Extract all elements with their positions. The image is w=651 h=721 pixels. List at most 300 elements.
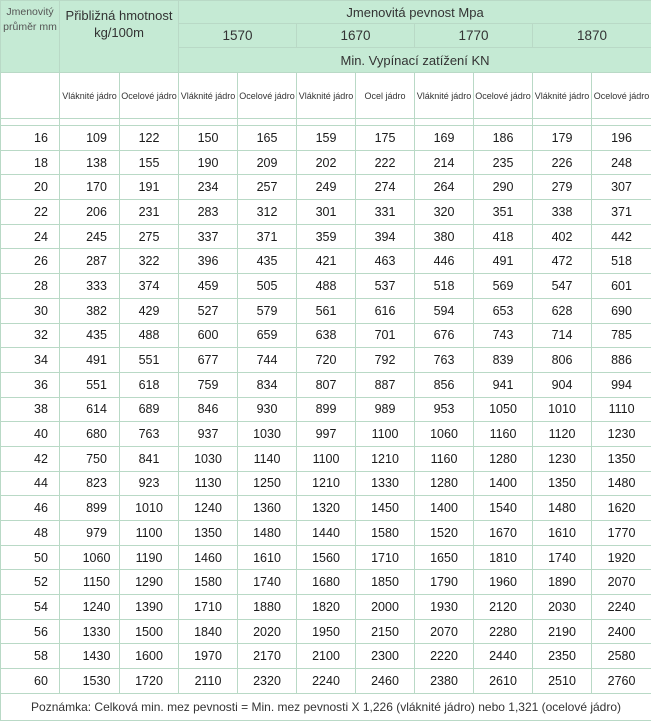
core-type-header: Vláknité jádro bbox=[533, 73, 592, 119]
value-cell: 1140 bbox=[238, 446, 297, 471]
value-cell: 301 bbox=[297, 200, 356, 225]
value-cell: 1720 bbox=[120, 669, 179, 694]
value-cell: 206 bbox=[60, 200, 120, 225]
value-cell: 279 bbox=[533, 175, 592, 200]
value-cell: 1520 bbox=[415, 521, 474, 546]
value-cell: 2610 bbox=[474, 669, 533, 694]
value-cell: 394 bbox=[356, 224, 415, 249]
value-cell: 1770 bbox=[592, 521, 651, 546]
value-cell: 2100 bbox=[297, 644, 356, 669]
value-cell: 518 bbox=[415, 274, 474, 299]
value-cell: 290 bbox=[474, 175, 533, 200]
value-cell: 1610 bbox=[238, 545, 297, 570]
value-cell: 459 bbox=[179, 274, 238, 299]
value-cell: 1240 bbox=[179, 496, 238, 521]
value-cell: 1600 bbox=[120, 644, 179, 669]
table-row bbox=[1, 224, 651, 249]
value-cell: 1030 bbox=[238, 422, 297, 447]
value-cell: 2760 bbox=[592, 669, 651, 694]
core-type-row bbox=[1, 73, 651, 119]
value-cell: 2020 bbox=[238, 619, 297, 644]
value-cell: 1970 bbox=[179, 644, 238, 669]
value-cell: 2070 bbox=[592, 570, 651, 595]
value-cell: 1390 bbox=[120, 595, 179, 620]
value-cell: 2030 bbox=[533, 595, 592, 620]
value-cell: 2110 bbox=[179, 669, 238, 694]
value-cell: 248 bbox=[592, 150, 651, 175]
value-cell: 491 bbox=[60, 348, 120, 373]
value-cell: 351 bbox=[474, 200, 533, 225]
value-cell: 1290 bbox=[120, 570, 179, 595]
value-cell: 472 bbox=[533, 249, 592, 274]
value-cell: 249 bbox=[297, 175, 356, 200]
table-row bbox=[1, 446, 651, 471]
value-cell: 1350 bbox=[592, 446, 651, 471]
table-row bbox=[1, 595, 651, 620]
table-row bbox=[1, 619, 651, 644]
value-cell: 2000 bbox=[356, 595, 415, 620]
value-cell: 435 bbox=[238, 249, 297, 274]
value-cell: 937 bbox=[179, 422, 238, 447]
value-cell: 505 bbox=[238, 274, 297, 299]
value-cell: 834 bbox=[238, 372, 297, 397]
value-cell: 1400 bbox=[474, 471, 533, 496]
diameter-cell: 52 bbox=[1, 570, 60, 595]
value-cell: 359 bbox=[297, 224, 356, 249]
core-type-header: Ocelové jádro bbox=[238, 73, 297, 119]
diameter-cell: 34 bbox=[1, 348, 60, 373]
value-cell: 690 bbox=[592, 298, 651, 323]
value-cell: 488 bbox=[297, 274, 356, 299]
value-cell: 759 bbox=[179, 372, 238, 397]
value-cell: 1350 bbox=[179, 521, 238, 546]
value-cell: 1030 bbox=[179, 446, 238, 471]
value-cell: 1500 bbox=[120, 619, 179, 644]
value-cell: 1810 bbox=[474, 545, 533, 570]
value-cell: 561 bbox=[297, 298, 356, 323]
value-cell: 887 bbox=[356, 372, 415, 397]
table-row bbox=[1, 372, 651, 397]
value-cell: 446 bbox=[415, 249, 474, 274]
value-cell: 2240 bbox=[297, 669, 356, 694]
core-type-header: Ocelové jádro bbox=[592, 73, 651, 119]
core-type-blank bbox=[1, 73, 60, 119]
strength-title: Jmenovitá pevnost Mpa bbox=[179, 1, 651, 24]
value-cell: 763 bbox=[120, 422, 179, 447]
value-cell: 1740 bbox=[238, 570, 297, 595]
value-cell: 196 bbox=[592, 126, 651, 151]
core-type-header: Ocelové jádro bbox=[120, 73, 179, 119]
diameter-cell: 26 bbox=[1, 249, 60, 274]
value-cell: 202 bbox=[297, 150, 356, 175]
footnote: Poznámka: Celková min. mez pevnosti = Min. mez pevnosti X 1,226 (vláknité jádro) nebo 1,321 (ocelové jádro) bbox=[1, 693, 651, 720]
value-cell: 175 bbox=[356, 126, 415, 151]
value-cell: 287 bbox=[60, 249, 120, 274]
diameter-cell: 48 bbox=[1, 521, 60, 546]
diameter-cell: 20 bbox=[1, 175, 60, 200]
value-cell: 2440 bbox=[474, 644, 533, 669]
value-cell: 1790 bbox=[415, 570, 474, 595]
value-cell: 1100 bbox=[356, 422, 415, 447]
value-cell: 628 bbox=[533, 298, 592, 323]
value-cell: 750 bbox=[60, 446, 120, 471]
value-cell: 653 bbox=[474, 298, 533, 323]
value-cell: 1280 bbox=[474, 446, 533, 471]
value-cell: 275 bbox=[120, 224, 179, 249]
value-cell: 1850 bbox=[356, 570, 415, 595]
diameter-cell: 36 bbox=[1, 372, 60, 397]
value-cell: 689 bbox=[120, 397, 179, 422]
value-cell: 953 bbox=[415, 397, 474, 422]
value-cell: 527 bbox=[179, 298, 238, 323]
diameter-cell: 44 bbox=[1, 471, 60, 496]
table-row bbox=[1, 150, 651, 175]
table-row bbox=[1, 249, 651, 274]
value-cell: 1440 bbox=[297, 521, 356, 546]
value-cell: 1230 bbox=[592, 422, 651, 447]
value-cell: 744 bbox=[238, 348, 297, 373]
value-cell: 165 bbox=[238, 126, 297, 151]
value-cell: 1060 bbox=[60, 545, 120, 570]
value-cell: 1010 bbox=[120, 496, 179, 521]
value-cell: 701 bbox=[356, 323, 415, 348]
value-cell: 1130 bbox=[179, 471, 238, 496]
value-cell: 2240 bbox=[592, 595, 651, 620]
value-cell: 551 bbox=[60, 372, 120, 397]
value-cell: 2320 bbox=[238, 669, 297, 694]
value-cell: 899 bbox=[297, 397, 356, 422]
value-cell: 923 bbox=[120, 471, 179, 496]
value-cell: 1610 bbox=[533, 521, 592, 546]
value-cell: 1160 bbox=[415, 446, 474, 471]
value-cell: 720 bbox=[297, 348, 356, 373]
value-cell: 1120 bbox=[533, 422, 592, 447]
diameter-cell: 22 bbox=[1, 200, 60, 225]
value-cell: 680 bbox=[60, 422, 120, 447]
value-cell: 1540 bbox=[474, 496, 533, 521]
value-cell: 1190 bbox=[120, 545, 179, 570]
value-cell: 322 bbox=[120, 249, 179, 274]
value-cell: 1160 bbox=[474, 422, 533, 447]
value-cell: 1670 bbox=[474, 521, 533, 546]
value-cell: 463 bbox=[356, 249, 415, 274]
core-type-header: Vláknité jádro bbox=[415, 73, 474, 119]
value-cell: 1560 bbox=[297, 545, 356, 570]
core-type-header: Ocel jádro bbox=[356, 73, 415, 119]
table-row bbox=[1, 471, 651, 496]
value-cell: 1650 bbox=[415, 545, 474, 570]
diameter-cell: 40 bbox=[1, 422, 60, 447]
value-cell: 1530 bbox=[60, 669, 120, 694]
strength-1670: 1670 bbox=[297, 24, 415, 48]
diameter-label-line2: průměr mm bbox=[3, 21, 57, 33]
value-cell: 1250 bbox=[238, 471, 297, 496]
value-cell: 380 bbox=[415, 224, 474, 249]
value-cell: 2190 bbox=[533, 619, 592, 644]
value-cell: 1710 bbox=[356, 545, 415, 570]
value-cell: 1100 bbox=[120, 521, 179, 546]
value-cell: 2350 bbox=[533, 644, 592, 669]
value-cell: 418 bbox=[474, 224, 533, 249]
value-cell: 396 bbox=[179, 249, 238, 274]
table-row bbox=[1, 323, 651, 348]
value-cell: 435 bbox=[60, 323, 120, 348]
table-row bbox=[1, 644, 651, 669]
value-cell: 320 bbox=[415, 200, 474, 225]
table-row bbox=[1, 200, 651, 225]
table-row bbox=[1, 274, 651, 299]
diameter-cell: 24 bbox=[1, 224, 60, 249]
value-cell: 601 bbox=[592, 274, 651, 299]
value-cell: 1930 bbox=[415, 595, 474, 620]
value-cell: 1820 bbox=[297, 595, 356, 620]
value-cell: 338 bbox=[533, 200, 592, 225]
value-cell: 2280 bbox=[474, 619, 533, 644]
value-cell: 714 bbox=[533, 323, 592, 348]
mass-label-line1: Přibližná hmotnost bbox=[66, 8, 173, 23]
value-cell: 122 bbox=[120, 126, 179, 151]
value-cell: 846 bbox=[179, 397, 238, 422]
value-cell: 2510 bbox=[533, 669, 592, 694]
value-cell: 1280 bbox=[415, 471, 474, 496]
value-cell: 169 bbox=[415, 126, 474, 151]
value-cell: 979 bbox=[60, 521, 120, 546]
core-type-header: Ocelové jádro bbox=[474, 73, 533, 119]
diameter-cell: 38 bbox=[1, 397, 60, 422]
value-cell: 579 bbox=[238, 298, 297, 323]
value-cell: 1710 bbox=[179, 595, 238, 620]
diameter-cell: 30 bbox=[1, 298, 60, 323]
value-cell: 1880 bbox=[238, 595, 297, 620]
value-cell: 138 bbox=[60, 150, 120, 175]
value-cell: 222 bbox=[356, 150, 415, 175]
diameter-header bbox=[1, 1, 60, 73]
value-cell: 226 bbox=[533, 150, 592, 175]
diameter-cell: 42 bbox=[1, 446, 60, 471]
value-cell: 1920 bbox=[592, 545, 651, 570]
value-cell: 569 bbox=[474, 274, 533, 299]
value-cell: 1890 bbox=[533, 570, 592, 595]
value-cell: 2380 bbox=[415, 669, 474, 694]
value-cell: 2070 bbox=[415, 619, 474, 644]
value-cell: 214 bbox=[415, 150, 474, 175]
diameter-cell: 50 bbox=[1, 545, 60, 570]
value-cell: 1580 bbox=[356, 521, 415, 546]
value-cell: 2120 bbox=[474, 595, 533, 620]
value-cell: 312 bbox=[238, 200, 297, 225]
value-cell: 551 bbox=[120, 348, 179, 373]
value-cell: 1320 bbox=[297, 496, 356, 521]
diameter-cell: 18 bbox=[1, 150, 60, 175]
value-cell: 331 bbox=[356, 200, 415, 225]
value-cell: 1480 bbox=[592, 471, 651, 496]
value-cell: 1210 bbox=[297, 471, 356, 496]
value-cell: 1740 bbox=[533, 545, 592, 570]
value-cell: 743 bbox=[474, 323, 533, 348]
value-cell: 245 bbox=[60, 224, 120, 249]
value-cell: 1840 bbox=[179, 619, 238, 644]
mass-label-line2: kg/100m bbox=[94, 25, 144, 40]
value-cell: 191 bbox=[120, 175, 179, 200]
strength-1770: 1770 bbox=[415, 24, 533, 48]
diameter-label-line1: Jmenovitý bbox=[6, 6, 53, 18]
value-cell: 1240 bbox=[60, 595, 120, 620]
value-cell: 2400 bbox=[592, 619, 651, 644]
value-cell: 179 bbox=[533, 126, 592, 151]
table-row bbox=[1, 570, 651, 595]
value-cell: 1430 bbox=[60, 644, 120, 669]
table-row bbox=[1, 545, 651, 570]
value-cell: 659 bbox=[238, 323, 297, 348]
value-cell: 1330 bbox=[60, 619, 120, 644]
value-cell: 807 bbox=[297, 372, 356, 397]
value-cell: 806 bbox=[533, 348, 592, 373]
value-cell: 997 bbox=[297, 422, 356, 447]
value-cell: 638 bbox=[297, 323, 356, 348]
value-cell: 1960 bbox=[474, 570, 533, 595]
strength-1570: 1570 bbox=[179, 24, 297, 48]
value-cell: 1210 bbox=[356, 446, 415, 471]
value-cell: 402 bbox=[533, 224, 592, 249]
value-cell: 989 bbox=[356, 397, 415, 422]
value-cell: 234 bbox=[179, 175, 238, 200]
value-cell: 1950 bbox=[297, 619, 356, 644]
strength-1870: 1870 bbox=[533, 24, 651, 48]
value-cell: 257 bbox=[238, 175, 297, 200]
value-cell: 170 bbox=[60, 175, 120, 200]
value-cell: 150 bbox=[179, 126, 238, 151]
value-cell: 2220 bbox=[415, 644, 474, 669]
diameter-cell: 56 bbox=[1, 619, 60, 644]
value-cell: 941 bbox=[474, 372, 533, 397]
value-cell: 763 bbox=[415, 348, 474, 373]
value-cell: 1230 bbox=[533, 446, 592, 471]
value-cell: 930 bbox=[238, 397, 297, 422]
table-row bbox=[1, 175, 651, 200]
value-cell: 337 bbox=[179, 224, 238, 249]
value-cell: 1460 bbox=[179, 545, 238, 570]
value-cell: 159 bbox=[297, 126, 356, 151]
value-cell: 899 bbox=[60, 496, 120, 521]
value-cell: 886 bbox=[592, 348, 651, 373]
value-cell: 264 bbox=[415, 175, 474, 200]
mass-header bbox=[60, 1, 179, 73]
value-cell: 2580 bbox=[592, 644, 651, 669]
value-cell: 785 bbox=[592, 323, 651, 348]
value-cell: 1480 bbox=[238, 521, 297, 546]
spacer-row bbox=[1, 119, 651, 126]
value-cell: 2170 bbox=[238, 644, 297, 669]
value-cell: 231 bbox=[120, 200, 179, 225]
value-cell: 155 bbox=[120, 150, 179, 175]
value-cell: 1480 bbox=[533, 496, 592, 521]
value-cell: 994 bbox=[592, 372, 651, 397]
value-cell: 2150 bbox=[356, 619, 415, 644]
diameter-cell: 16 bbox=[1, 126, 60, 151]
value-cell: 616 bbox=[356, 298, 415, 323]
value-cell: 1400 bbox=[415, 496, 474, 521]
value-cell: 677 bbox=[179, 348, 238, 373]
value-cell: 841 bbox=[120, 446, 179, 471]
value-cell: 235 bbox=[474, 150, 533, 175]
value-cell: 2460 bbox=[356, 669, 415, 694]
table-row bbox=[1, 126, 651, 151]
value-cell: 488 bbox=[120, 323, 179, 348]
diameter-cell: 46 bbox=[1, 496, 60, 521]
load-title: Min. Vypínací zatížení KN bbox=[179, 48, 651, 73]
value-cell: 1350 bbox=[533, 471, 592, 496]
value-cell: 600 bbox=[179, 323, 238, 348]
value-cell: 823 bbox=[60, 471, 120, 496]
value-cell: 429 bbox=[120, 298, 179, 323]
table-row bbox=[1, 298, 651, 323]
value-cell: 1010 bbox=[533, 397, 592, 422]
value-cell: 374 bbox=[120, 274, 179, 299]
value-cell: 792 bbox=[356, 348, 415, 373]
value-cell: 594 bbox=[415, 298, 474, 323]
value-cell: 371 bbox=[238, 224, 297, 249]
value-cell: 2300 bbox=[356, 644, 415, 669]
value-cell: 1450 bbox=[356, 496, 415, 521]
diameter-cell: 28 bbox=[1, 274, 60, 299]
diameter-cell: 60 bbox=[1, 669, 60, 694]
value-cell: 1060 bbox=[415, 422, 474, 447]
value-cell: 190 bbox=[179, 150, 238, 175]
table-row bbox=[1, 422, 651, 447]
value-cell: 274 bbox=[356, 175, 415, 200]
core-type-header: Vláknité jádro bbox=[60, 73, 120, 119]
value-cell: 382 bbox=[60, 298, 120, 323]
value-cell: 856 bbox=[415, 372, 474, 397]
value-cell: 421 bbox=[297, 249, 356, 274]
value-cell: 839 bbox=[474, 348, 533, 373]
value-cell: 491 bbox=[474, 249, 533, 274]
value-cell: 1620 bbox=[592, 496, 651, 521]
table-row bbox=[1, 521, 651, 546]
core-type-header: Vláknité jádro bbox=[179, 73, 238, 119]
value-cell: 1150 bbox=[60, 570, 120, 595]
value-cell: 537 bbox=[356, 274, 415, 299]
table-row bbox=[1, 348, 651, 373]
value-cell: 1100 bbox=[297, 446, 356, 471]
value-cell: 442 bbox=[592, 224, 651, 249]
value-cell: 1110 bbox=[592, 397, 651, 422]
value-cell: 333 bbox=[60, 274, 120, 299]
value-cell: 209 bbox=[238, 150, 297, 175]
value-cell: 307 bbox=[592, 175, 651, 200]
value-cell: 186 bbox=[474, 126, 533, 151]
diameter-cell: 58 bbox=[1, 644, 60, 669]
value-cell: 676 bbox=[415, 323, 474, 348]
value-cell: 1360 bbox=[238, 496, 297, 521]
table-row bbox=[1, 397, 651, 422]
value-cell: 1680 bbox=[297, 570, 356, 595]
core-type-header: Vláknité jádro bbox=[297, 73, 356, 119]
value-cell: 904 bbox=[533, 372, 592, 397]
value-cell: 109 bbox=[60, 126, 120, 151]
value-cell: 618 bbox=[120, 372, 179, 397]
value-cell: 1580 bbox=[179, 570, 238, 595]
table-row bbox=[1, 669, 651, 694]
value-cell: 283 bbox=[179, 200, 238, 225]
value-cell: 1050 bbox=[474, 397, 533, 422]
value-cell: 371 bbox=[592, 200, 651, 225]
value-cell: 518 bbox=[592, 249, 651, 274]
value-cell: 547 bbox=[533, 274, 592, 299]
diameter-cell: 32 bbox=[1, 323, 60, 348]
diameter-cell: 54 bbox=[1, 595, 60, 620]
table-row bbox=[1, 496, 651, 521]
